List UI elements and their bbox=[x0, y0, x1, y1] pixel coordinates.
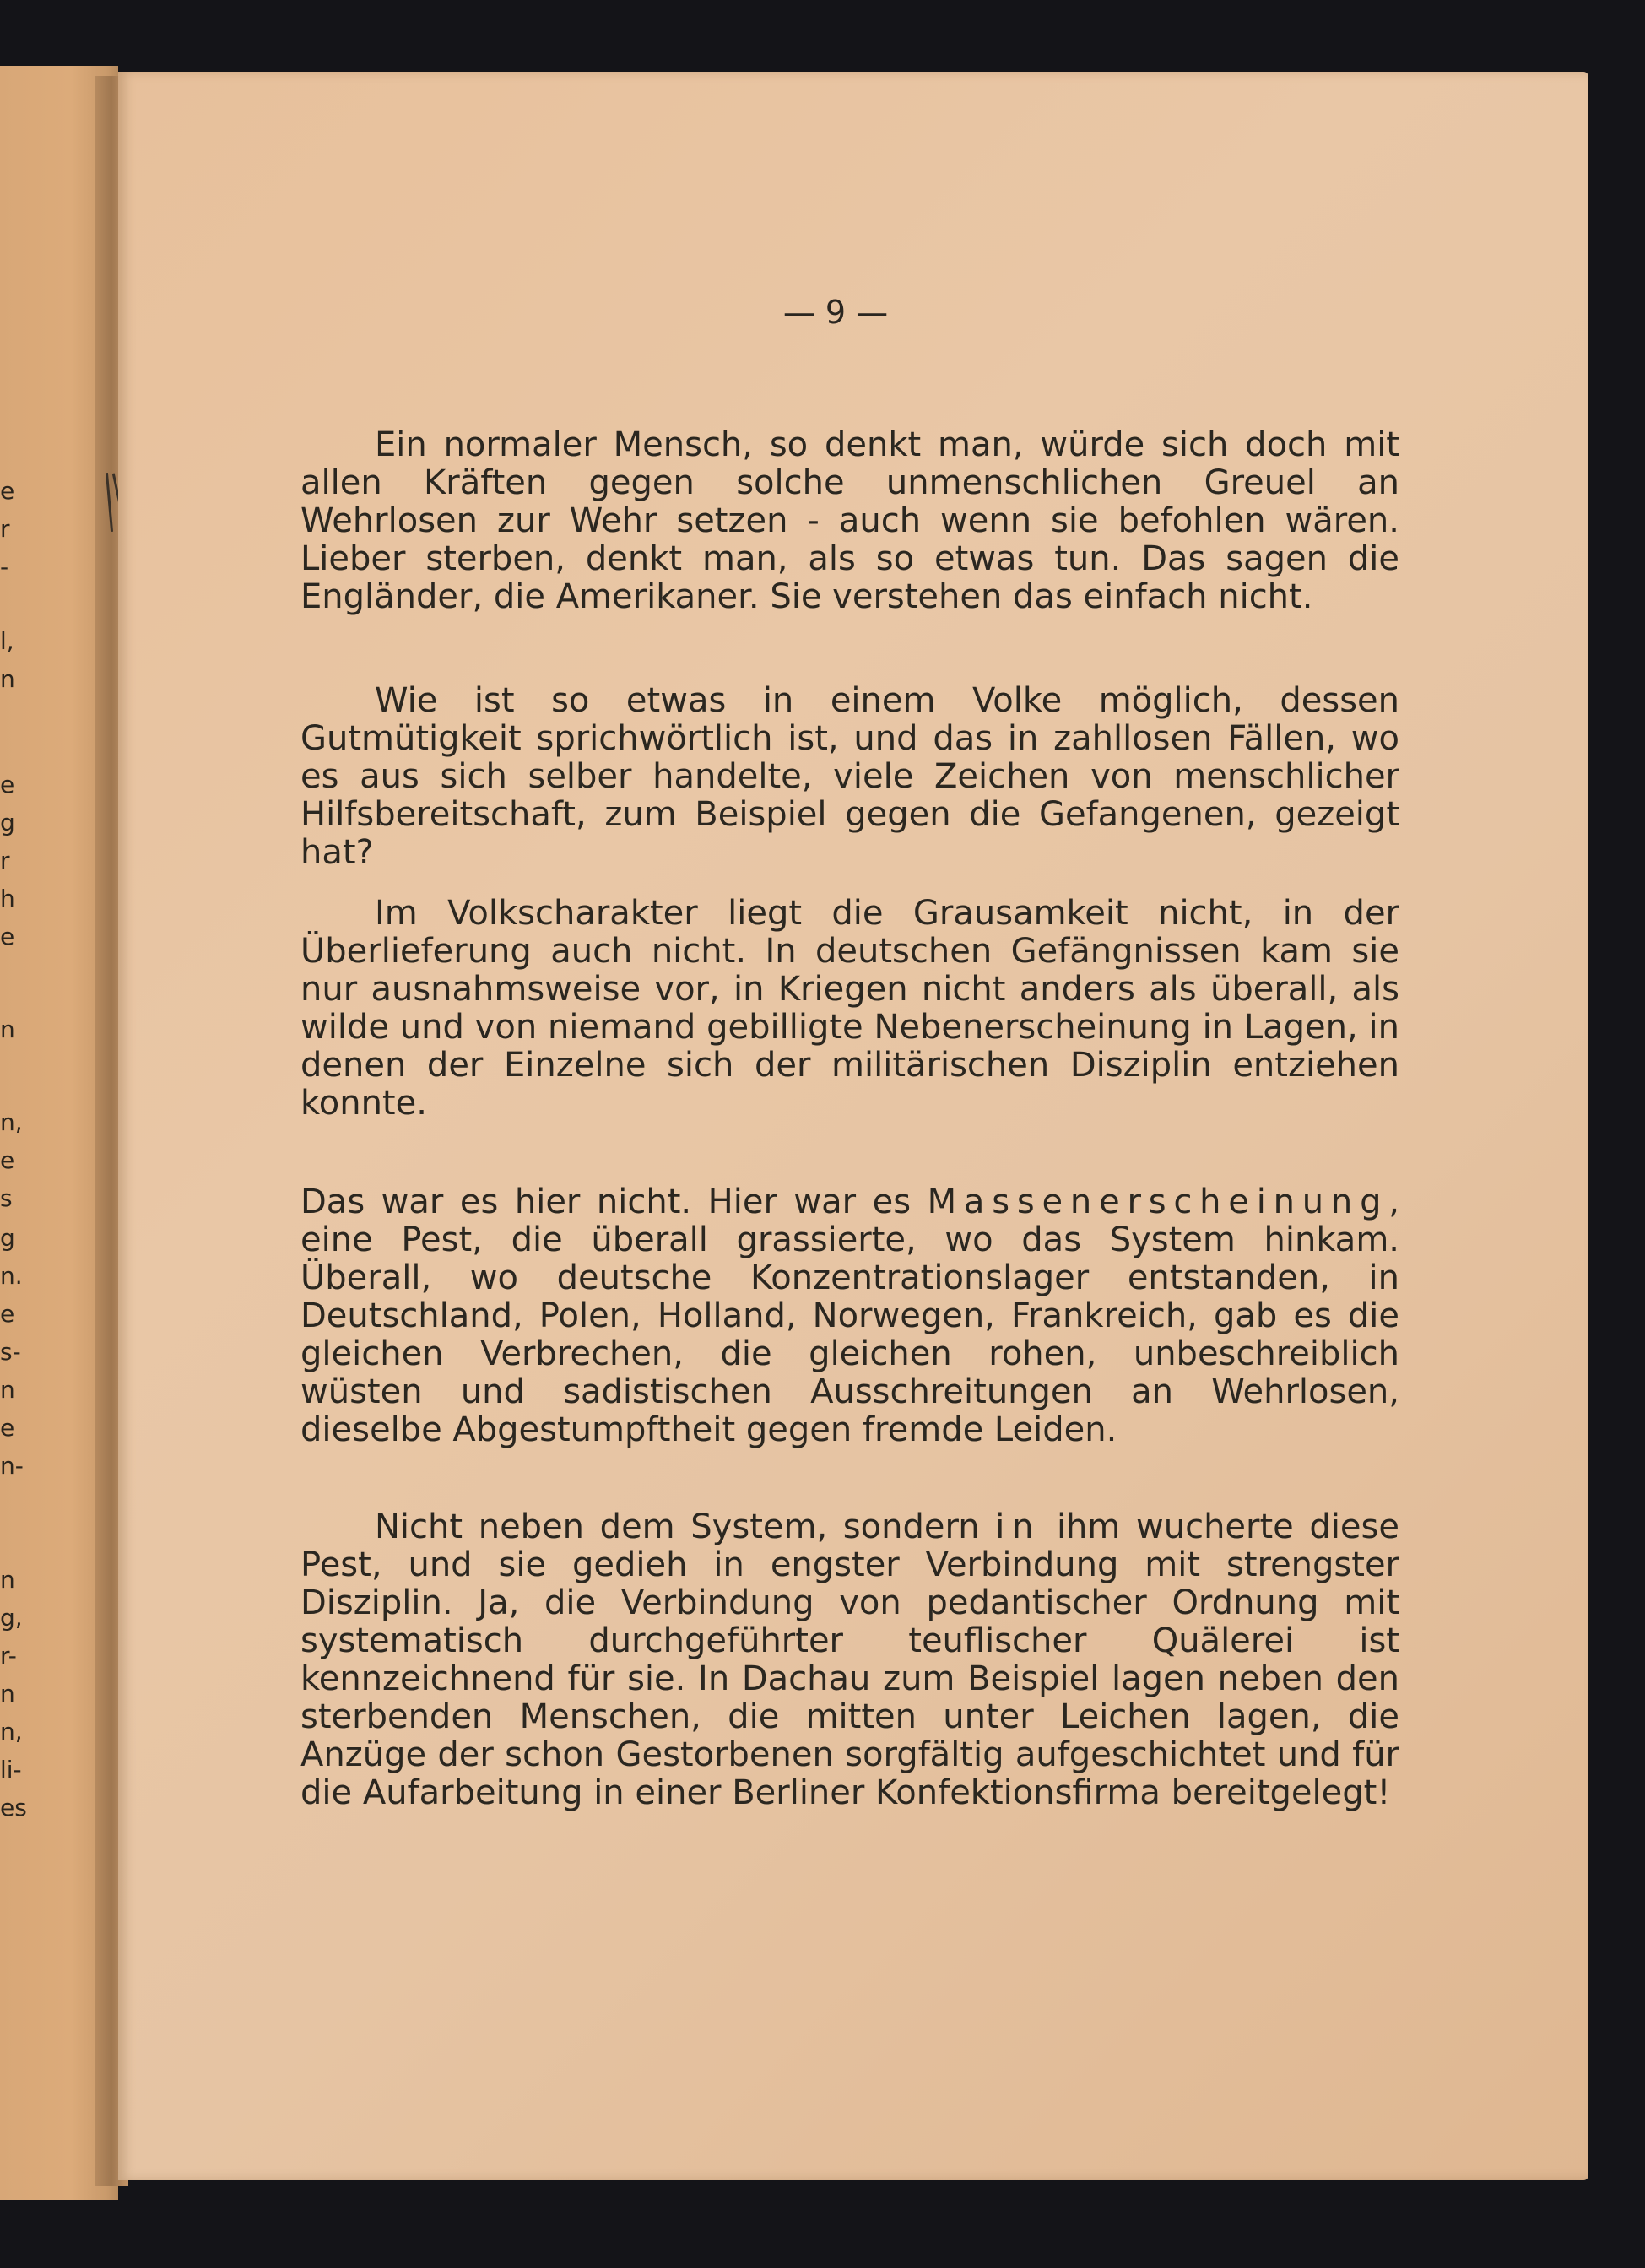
text-run: Nicht neben dem System, sondern bbox=[375, 1507, 996, 1546]
left-fragment: e bbox=[0, 1146, 15, 1174]
paragraph-text: Im Volkscharakter liegt die Grausamkeit nicht, in der Überlieferung auch nicht. In deutschen Gefängnissen kam sie nur ausnahmsweise vor, in Kriegen nicht anders als überall, als wilde und von niemand gebilligte Nebenerscheinung in Lagen, in denen der Einzelne sich der militärischen Disziplin entziehen konnte. bbox=[300, 894, 1399, 1123]
left-fragment: s bbox=[0, 1184, 13, 1212]
text-run: ihm wucherte diese Pest, und sie gedieh in engster Verbindung mit strengster Disziplin. Ja, die Verbindung von pedantischer Ordnung mit systematisch durchgeführter teuflischer Quälerei ist kennzeichnend für sie. In Dachau zum Beispiel lagen neben den sterbenden Menschen, die mitten unter Leichen lagen, die Anzüge der schon Gestorbenen sorgfältig aufgeschichtet und für die Aufarbeitung in einer Berliner Konfektionsfirma bereitgelegt! bbox=[300, 1507, 1399, 1812]
left-fragment: n bbox=[0, 1015, 15, 1043]
left-fragment: es bbox=[0, 1794, 27, 1821]
left-fragment: n bbox=[0, 1566, 15, 1594]
left-fragment: r- bbox=[0, 1642, 17, 1670]
left-fragment: n bbox=[0, 1680, 15, 1708]
left-fragment: - bbox=[0, 553, 9, 581]
left-fragment: n bbox=[0, 665, 15, 693]
paragraph-4 bbox=[300, 1183, 1399, 1449]
text-run: Das war es hier nicht. Hier war es bbox=[300, 1183, 928, 1221]
left-fragment: l, bbox=[0, 627, 14, 655]
paragraph-text: Wie ist so etwas in einem Volke möglich, dessen Gutmütigkeit sprichwörtlich ist, und das in zahllosen Fällen, wo es aus sich selber handelte, viele Zeichen von menschlicher Hilfsbereitschaft, zum Beispiel gegen die Gefangenen, gezeigt hat? bbox=[300, 681, 1399, 872]
left-fragment: r bbox=[0, 847, 10, 874]
left-page-text-fragments bbox=[0, 66, 27, 2200]
right-page bbox=[118, 72, 1588, 2180]
paragraph-5 bbox=[300, 1508, 1399, 1812]
paragraph-1 bbox=[300, 426, 1399, 616]
emphasized-word: in bbox=[995, 1507, 1042, 1546]
left-fragment: g bbox=[0, 1224, 15, 1252]
left-fragment: e bbox=[0, 771, 15, 798]
text-run: , eine Pest, die überall grassierte, wo das System hinkam. Überall, wo deutsche Konzentrationslager entstanden, in Deutschland, Polen, Holland, Norwegen, Frankreich, gab es die gleichen Verbrechen, die gleichen rohen, unbeschreiblich wüsten und sadistischen Ausschreitungen an Wehrlosen, dieselbe Abgestumpftheit gegen fremde Leiden. bbox=[300, 1183, 1399, 1449]
left-fragment: s- bbox=[0, 1338, 21, 1366]
left-fragment: n- bbox=[0, 1452, 24, 1480]
left-fragment: n bbox=[0, 1376, 15, 1404]
left-fragment: e bbox=[0, 1300, 15, 1328]
paragraph-text: Ein normaler Mensch, so denkt man, würde sich doch mit allen Kräften gegen solche unmenschlichen Greuel an Wehrlosen zur Wehr setzen - auch wenn sie befohlen wären. Lieber sterben, denkt man, als so etwas tun. Das sagen die Engländer, die Amerikaner. Sie verstehen das einfach nicht. bbox=[300, 425, 1399, 616]
left-fragment: n. bbox=[0, 1262, 23, 1290]
paragraph-3 bbox=[300, 895, 1399, 1123]
left-fragment: r bbox=[0, 515, 10, 543]
left-fragment: n, bbox=[0, 1108, 23, 1136]
paragraph-text bbox=[300, 1183, 1399, 1449]
left-fragment: n, bbox=[0, 1718, 23, 1746]
left-fragment: g bbox=[0, 809, 15, 836]
page-number: — 9 — bbox=[782, 294, 889, 331]
left-fragment: li- bbox=[0, 1756, 22, 1784]
paragraph-2 bbox=[300, 682, 1399, 872]
left-fragment: e bbox=[0, 923, 15, 950]
emphasized-word: Massenerscheinung bbox=[927, 1183, 1389, 1221]
left-fragment: e bbox=[0, 477, 15, 505]
left-fragment: h bbox=[0, 885, 15, 912]
paragraph-text bbox=[300, 1508, 1399, 1812]
left-fragment: g, bbox=[0, 1604, 23, 1632]
left-fragment: e bbox=[0, 1414, 15, 1442]
